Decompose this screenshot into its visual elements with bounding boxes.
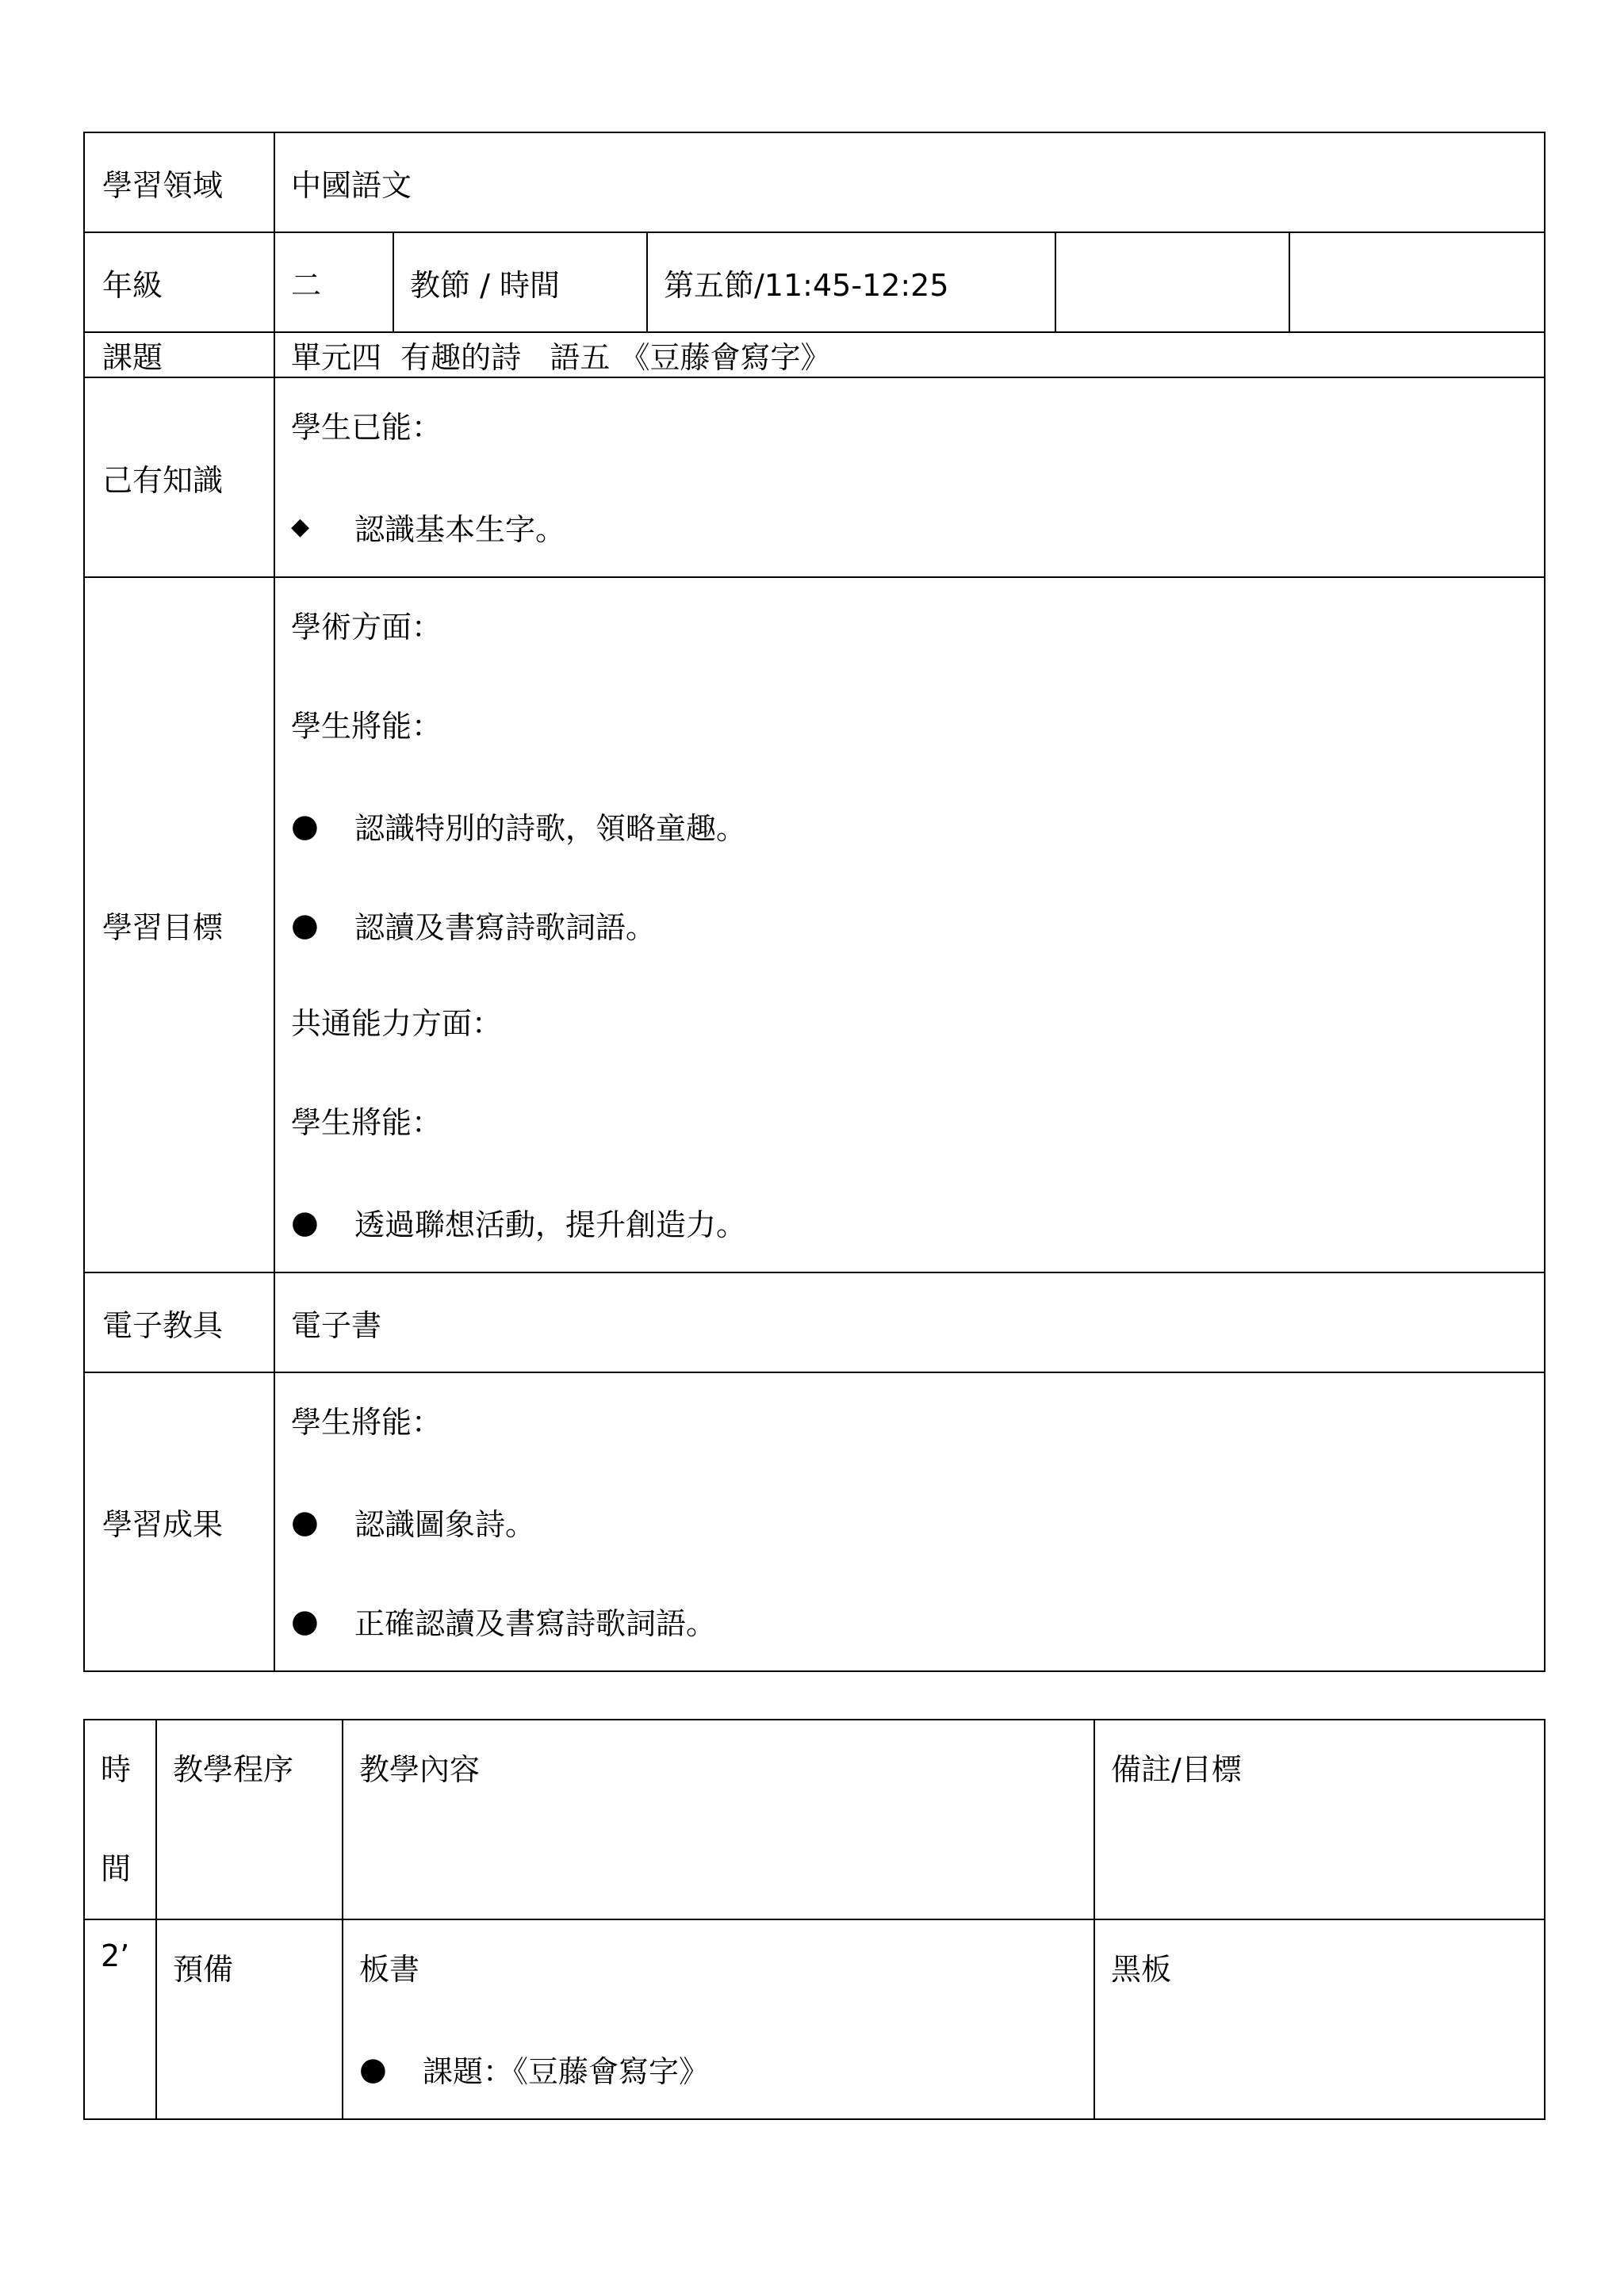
outcomes-item [291,1571,1544,1670]
row-content-item-text: 課題：《豆藤會寫字》 [423,2054,710,2089]
topic-value: 單元四 有趣的詩 語五 《豆藤會寫字》 [274,332,1545,377]
row-time-text: 2’ [101,1938,130,1973]
prior-item-text: 認識基本生字。 [354,512,566,547]
diamond-bullet-icon: ◆ [291,513,310,541]
notes-header [1094,1720,1545,1919]
grade-label: 年級 [84,232,274,332]
objectives-row [84,577,1545,1272]
empty-cell-1 [1055,232,1289,332]
outcomes-row [84,1372,1545,1671]
bullet-icon: ● [291,1602,319,1640]
outcomes-item-text: 認識圖象詩。 [354,1507,536,1542]
academic-intro: 學生將能： [291,709,442,744]
academic-heading: 學術方面： [291,610,442,645]
area-value: 中國語文 [274,132,1545,232]
notes-header-text: 備註/目標 [1111,1752,1242,1787]
row-note-text: 黑板 [1111,1952,1172,1987]
topic-label: 課題 [84,332,274,377]
prior-content [274,377,1545,577]
outcomes-content [274,1372,1545,1671]
steps-header [156,1720,343,1919]
academic-item-text: 認讀及書寫詩歌詞語。 [354,910,657,945]
period-label: 教節 / 時間 [393,232,647,332]
outcomes-item-text: 正確認讀及書寫詩歌詞語。 [354,1606,717,1641]
row-content-item [359,2019,1094,2118]
academic-item [291,776,1544,875]
procedure-header-row [84,1720,1545,1919]
outcomes-intro: 學生將能： [291,1405,442,1440]
procedure-row [84,1919,1545,2119]
outcomes-item [291,1472,1544,1571]
lesson-info-table [83,132,1545,1672]
steps-header-text: 教學程序 [173,1752,294,1787]
generic-item [291,1173,1544,1272]
period-value: 第五節/11:45-12:25 [647,232,1055,332]
bullet-icon: ● [291,807,319,844]
academic-item [291,875,1544,974]
bullet-icon: ● [359,2050,387,2087]
objectives-label: 學習目標 [84,577,274,1272]
generic-intro: 學生將能： [291,1105,442,1140]
bullet-icon: ● [291,1503,319,1540]
topic-row [84,332,1545,377]
etools-label: 電子教具 [84,1272,274,1372]
prior-intro: 學生已能： [291,410,442,445]
prior-label: 己有知識 [84,377,274,577]
generic-item-text: 透過聯想活動，提升創造力。 [354,1207,747,1242]
objectives-content [274,577,1545,1272]
grade-row [84,232,1545,332]
row-note [1094,1919,1545,2119]
row-time [84,1919,156,2119]
bullet-icon: ● [291,906,319,943]
generic-heading: 共通能力方面： [291,1006,503,1041]
etools-value: 電子書 [274,1272,1545,1372]
row-content-title: 板書 [359,1952,420,1987]
bullet-icon: ● [291,1203,319,1241]
academic-item-text: 認識特別的詩歌，領略童趣。 [354,811,747,846]
prior-item [291,477,1544,576]
row-content [343,1919,1094,2119]
time-header [84,1720,156,1919]
time-header-line-2: 間 [101,1851,132,1886]
time-header-line-1: 時 [101,1752,132,1787]
etools-row [84,1272,1545,1372]
content-header [343,1720,1094,1919]
row-step [156,1919,343,2119]
procedure-table [83,1719,1545,2120]
grade-value: 二 [274,232,393,332]
prior-knowledge-row [84,377,1545,577]
empty-cell-2 [1289,232,1545,332]
outcomes-label: 學習成果 [84,1372,274,1671]
area-label: 學習領域 [84,132,274,232]
row-step-text: 預備 [173,1952,234,1987]
area-row [84,132,1545,232]
content-header-text: 教學內容 [359,1752,481,1787]
